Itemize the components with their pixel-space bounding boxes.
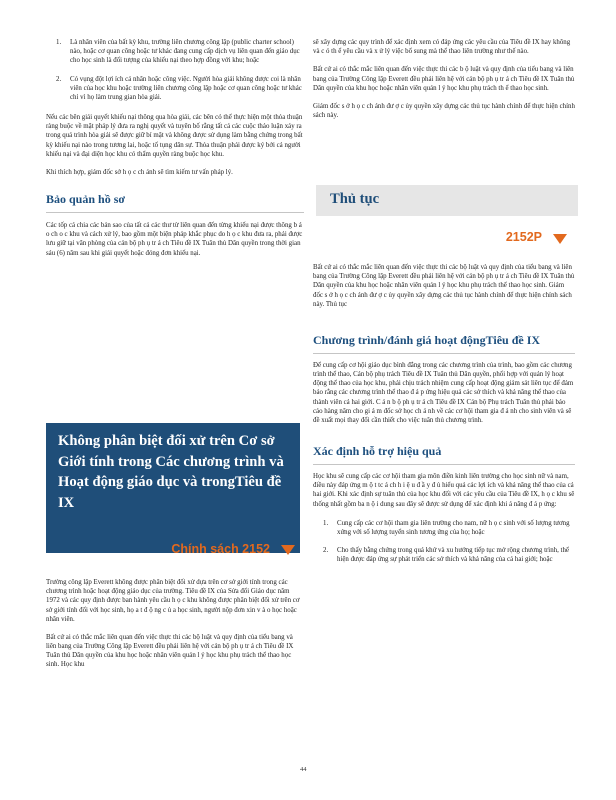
left-column xyxy=(46,38,304,258)
program-review-paragraph: Để cung cấp cơ hội giáo dục bình đẳng trong các chương trình của trình, bao gồm các chương trình thể thao, Cán bộ phụ trách Tiêu đề IX Tuân thủ Dân quyền, phối hợp với quản lý hoạt động thể thao của học khu, phải chịu trách nhiệm cung cấp hoạt động giám sát liên tục để đảm bảo rằng các chương trình thể thao đ á p ứng hiệu quả các sở thích và khả năng thể thao của thành viên cả hai giới. C á n b ộ ph ụ tr á ch Tiêu đề IX Cán bộ Phụ trách Tuân thủ phải báo cáo hàng năm cho gi á m đốc sở học ch á nh về các cơ hội tham gia đ á nh cho sinh viên và sẽ đề xuất mọi thay đổi cần thiết cho việc tuân thủ chương trình. xyxy=(313,361,574,424)
right-column-lower xyxy=(313,263,575,564)
continuation-paragraph: sẽ xây dựng các quy trình để xác định xem có đáp ứng các yêu cầu của Tiêu đề IX hay không và c ó th ể yêu cầu và x ử lý việc bổ sung mà thể thao liên trường như thế nào. xyxy=(313,39,571,56)
right-column xyxy=(313,38,575,120)
records-paragraph: Các tốp cá chia các bản sao của tất cả các thư từ liên quan đến từng khiếu nại được thông b á o ch o c khu và cách xử lý, bao gồm một biện pháp khắc phục do h ọ c khu đưa ra, phải được lưu giữ tại văn phòng của cán bộ ph ụ tr á ch Tiêu đề IX Tuân thủ Dân quyền trong thời gian sáu (6) năm sau khi giải quyết hoặc đóng đơn khiếu nại. xyxy=(46,222,303,257)
list-text: Là nhân viên của bất kỳ khu, trường liên chương công lập (public charter school) nào, hoặc cơ quan công hoặc tư khác đang cung cấp dịch vụ liên quan đến giáo dục cho học sinh là đối tượng của khiếu nại theo hợp đồng với khu; hoặc xyxy=(70,39,300,65)
page-number: 44 xyxy=(300,766,307,773)
accommodation-paragraph: Học khu sẽ cung cấp các cơ hội tham gia môn điền kinh liên trường cho học sinh nữ và nam, điều này đáp ứng m ộ t tc á ch h i ệ u đ ầ y đ ủ hiểu quả các lợi ích và khả năng thể thao của cả hai giới. Khi xác định sự tuân thủ của học khu đối với các yêu cầu của Tiêu đề IX, h ọ c khu sẽ thống nhất gồm ba n ộ i dung sau đây sẽ được sử dụng để xác định khi á năng đ á p ứng: xyxy=(313,473,575,508)
list-item xyxy=(313,519,575,537)
nondiscrimination-paragraph: Trường công lập Everett không được phân biệt đối xử dựa trên cơ sở giới tính trong các chương trình hoặc hoạt động giáo dục của trường. Tiêu đề IX của Sửa đổi Giáo dục năm 1972 và các quy định được ban hành yêu cầu h ọ c khu không được phân biệt đối xử trên cơ sở giới tính đối với học sinh, họ a t đ ộ ng c ủ a học sinh, người nộp đơn xin v à o học hoặc nhân viên. xyxy=(46,579,300,623)
list-item xyxy=(46,75,304,103)
list-item xyxy=(46,38,304,66)
list-text: Có vụng đột lợi ích cá nhân hoặc công việc. Người hòa giải không được coi là nhân viên của học khu hoặc trường liên chương công lập hoặc cơ quan công hoặc tư khác chỉ vì họ làm trung gian hòa giải. xyxy=(70,75,302,101)
procedures-banner xyxy=(316,185,578,216)
program-review-heading: Chương trình/đánh giá hoạt độngTiêu đề IX xyxy=(313,332,541,347)
section-divider xyxy=(313,353,575,354)
inquiries-paragraph: Bất cứ ai có thắc mắc liên quan đến việc thực thi các bộ luật và quy định của tiểu bang và liên bang của Trường Công lập Everett đều phải liên hệ với cán bộ ph ụ tr á ch Tiêu đề IX Tuân thủ Dân quyền của khu học hoặc nhân viên quản l ý học khu phụ trách thể thao học sinh. Học khu xyxy=(46,633,294,669)
policy-label: Chính sách 2152 xyxy=(171,542,270,556)
procedures-label: Thủ tục xyxy=(330,191,380,207)
triangle-down-icon xyxy=(553,234,567,244)
list-item xyxy=(313,546,575,564)
mediation-paragraph: Nếu các bên giải quyết khiếu nại thông qua hòa giải, các bên có thể thực hiện một thỏa thuận ràng buộc về mặt pháp lý đưa ra nghị quyết và tuyên bố rằng tất cả các cuộc thảo luận xảy ra trong quá trình hòa giải sẽ được giữ bí mật và không được sử dụng làm bằng chứng trong bất kỳ khiếu nại nào trong tương lai, hoặc tố tụng dân sự. Thỏa thuận phải được ký bởi cả người khiếu nại và đại diện học khu có thẩm quyền ràng buộc học khu. xyxy=(46,114,303,158)
procedure-number: 2152P xyxy=(505,230,542,244)
accommodation-heading: Xác định hỗ trợ hiệu quả xyxy=(313,444,442,459)
list-number: 2. xyxy=(323,547,329,555)
legal-advice-paragraph: Khi thích hợp, giám đốc sở h ọ c ch ánh sẽ tìm kiếm tư vấn pháp lý. xyxy=(46,168,233,176)
list-number: 2. xyxy=(56,75,62,83)
inquiries-paragraph: Bất cứ ai có thắc mắc liên quan đến việc thực thi các b ộ luật và quy định của tiểu bang và liên bang của Trường Công lập Everett đều phải liên hệ với cán bộ ph ụ tr á ch Tiêu đề IX Tuân thủ Dân quyền của khu học hoặc nhân viên quản l ý học khu phụ trách th ể thao học sinh. xyxy=(313,66,575,92)
superintendent-paragraph: Giám đốc s ở h ọ c ch ánh đư ợ c ủy quyền xây dựng các thủ tục hành chính để thực hiện chính sách này. xyxy=(313,102,575,120)
section-divider xyxy=(46,212,304,213)
left-column-lower xyxy=(46,578,304,670)
list-text: Cung cấp các cơ hội tham gia liên trường cho nam, nữ h ọ c sinh với số lượng tương xứng với số lượng tuyển sinh tương ứng của họ; hoặc xyxy=(337,519,570,536)
list-number: 1. xyxy=(323,519,329,527)
records-heading: Bảo quản hồ sơ xyxy=(46,192,126,207)
triangle-down-icon xyxy=(281,545,295,555)
list-number: 1. xyxy=(56,39,62,46)
list-text: Cho thấy bằng chứng trong quá khứ và xu hướng tiếp tục mở rộng chương trình, thể hiện được đáp ứng sự phát triển các sở thích và khả năng của cả hai giới; hoặc xyxy=(337,547,569,564)
procedure-paragraph: Bất cứ ai có thắc mắc liên quan đến việc thực thi các bộ luật và quy định của tiểu bang và liên bang của Trường Công lập Everett đều phải liên hệ với cán bộ ph ụ tr á ch Tiêu đề IX Tuân thủ Dân quyền của khu học hoặc nhân viên quản l ý học khu phụ trách thể thao học sinh. Giám đốc s ở h ọ c ch ánh đư ợ c ủy quyền xây dựng các thủ tục hành chính để thực hiện chính sách này. Thủ tục xyxy=(313,264,575,308)
section-title-box: Không phân biệt đối xử trên Cơ sở Giới tính trong Các chương trình và Hoạt động giáo dục và trongTiêu đề IX xyxy=(46,423,300,553)
section-divider xyxy=(313,464,575,465)
